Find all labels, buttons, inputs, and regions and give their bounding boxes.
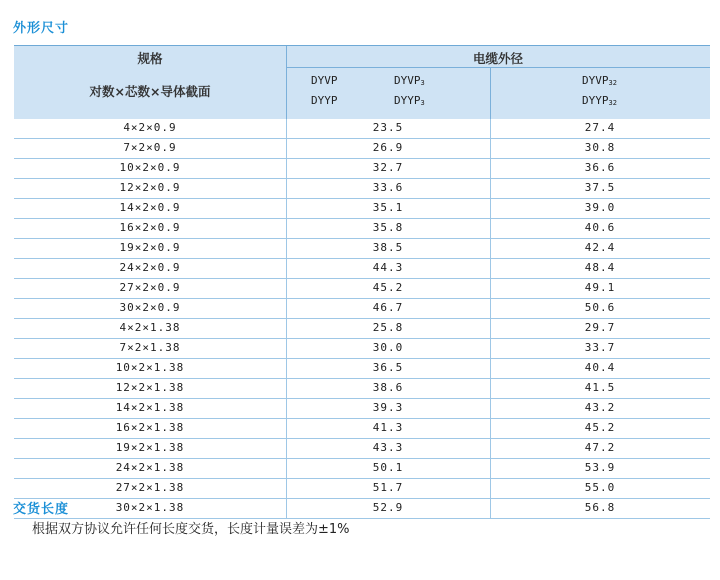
od2-cell: 40.6 [584, 221, 616, 234]
delivery-note: 根据双方协议允许任何长度交货，长度计量误差为±1% [32, 522, 350, 537]
od1-cell: 46.7 [372, 301, 404, 314]
outer-diameter-column-header: 电缆外径 [472, 51, 523, 66]
od2-cell: 33.7 [584, 341, 616, 354]
od1-cell: 32.7 [372, 161, 404, 174]
od2-cell: 42.4 [584, 241, 616, 254]
od1-cell: 41.3 [372, 421, 404, 434]
od2-cell: 48.4 [584, 261, 616, 274]
table-row [14, 259, 710, 279]
od2-cell: 40.4 [584, 361, 616, 374]
od2-cell: 39.0 [584, 201, 616, 214]
spec-cell: 10×2×0.9 [119, 161, 181, 174]
od1-cell: 38.5 [372, 241, 404, 254]
od1-cell: 33.6 [372, 181, 404, 194]
od2-cell: 29.7 [584, 321, 616, 334]
od1-cell: 38.6 [372, 381, 404, 394]
od1-cell: 50.1 [372, 461, 404, 474]
table-row [14, 279, 710, 299]
table-header [14, 45, 710, 119]
od1-cell: 30.0 [372, 341, 404, 354]
od2-cell: 45.2 [584, 421, 616, 434]
spec-cell: 7×2×0.9 [123, 141, 177, 154]
table-row [14, 339, 710, 359]
od2-cell: 30.8 [584, 141, 616, 154]
table-row [14, 219, 710, 239]
od1-cell: 51.7 [372, 481, 404, 494]
od1-cell: 39.3 [372, 401, 404, 414]
model-label-dyvp: DYVP [311, 74, 338, 87]
od2-cell: 49.1 [584, 281, 616, 294]
header-divider [286, 67, 710, 68]
spec-cell: 19×2×1.38 [115, 441, 185, 454]
header-divider [490, 68, 491, 119]
table-row [14, 179, 710, 199]
od1-cell: 23.5 [372, 121, 404, 134]
table-body [14, 119, 710, 519]
od1-cell: 45.2 [372, 281, 404, 294]
od1-cell: 52.9 [372, 501, 404, 514]
od2-cell: 56.8 [584, 501, 616, 514]
model-label-dyyp32: $DYYP_{32}$ [582, 94, 617, 107]
od2-cell: 55.0 [584, 481, 616, 494]
spec-cell: 12×2×1.38 [115, 381, 185, 394]
spec-cell: 14×2×1.38 [115, 401, 185, 414]
spec-cell: 27×2×0.9 [119, 281, 181, 294]
od2-cell: 41.5 [584, 381, 616, 394]
cable-dimensions-table [14, 45, 710, 519]
od1-cell: 43.3 [372, 441, 404, 454]
spec-cell: 24×2×0.9 [119, 261, 181, 274]
table-row [14, 359, 710, 379]
od1-cell: 35.1 [372, 201, 404, 214]
table-row [14, 199, 710, 219]
spec-cell: 24×2×1.38 [115, 461, 185, 474]
od1-cell: 35.8 [372, 221, 404, 234]
spec-cell: 30×2×1.38 [115, 501, 185, 514]
table-row [14, 419, 710, 439]
spec-cell: 16×2×1.38 [115, 421, 185, 434]
od2-cell: 50.6 [584, 301, 616, 314]
table-row [14, 459, 710, 479]
spec-cell: 12×2×0.9 [119, 181, 181, 194]
spec-cell: 16×2×0.9 [119, 221, 181, 234]
table-row [14, 399, 710, 419]
spec-cell: 4×2×1.38 [119, 321, 181, 334]
table-row [14, 159, 710, 179]
table-row [14, 479, 710, 499]
model-label-dyvp32: $DYVP_{32}$ [582, 74, 617, 87]
od2-cell: 36.6 [584, 161, 616, 174]
table-row [14, 139, 710, 159]
od1-cell: 25.8 [372, 321, 404, 334]
od2-cell: 27.4 [584, 121, 616, 134]
od2-cell: 53.9 [584, 461, 616, 474]
spec-cell: 4×2×0.9 [123, 121, 177, 134]
od2-cell: 37.5 [584, 181, 616, 194]
table-row [14, 239, 710, 259]
table-row [14, 319, 710, 339]
spec-column-header: 规格 [137, 51, 163, 66]
model-label-dyyp: DYYP [311, 94, 338, 107]
od2-cell: 47.2 [584, 441, 616, 454]
od1-cell: 26.9 [372, 141, 404, 154]
table-row [14, 499, 710, 519]
table-row [14, 119, 710, 139]
spec-column-subheader: 对数×芯数×导体截面 [89, 84, 211, 99]
table-row [14, 439, 710, 459]
spec-cell: 30×2×0.9 [119, 301, 181, 314]
spec-cell: 7×2×1.38 [119, 341, 181, 354]
spec-cell: 14×2×0.9 [119, 201, 181, 214]
table-row [14, 299, 710, 319]
delivery-section-title: 交货长度 [13, 502, 70, 517]
table-row [14, 379, 710, 399]
model-label-dyyp3: $DYYP_3$ [394, 94, 425, 107]
spec-cell: 10×2×1.38 [115, 361, 185, 374]
dimensions-section-title: 外形尺寸 [13, 21, 70, 36]
spec-cell: 27×2×1.38 [115, 481, 185, 494]
od2-cell: 43.2 [584, 401, 616, 414]
model-label-dyvp3: $DYVP_3$ [394, 74, 425, 87]
spec-cell: 19×2×0.9 [119, 241, 181, 254]
od1-cell: 44.3 [372, 261, 404, 274]
od1-cell: 36.5 [372, 361, 404, 374]
